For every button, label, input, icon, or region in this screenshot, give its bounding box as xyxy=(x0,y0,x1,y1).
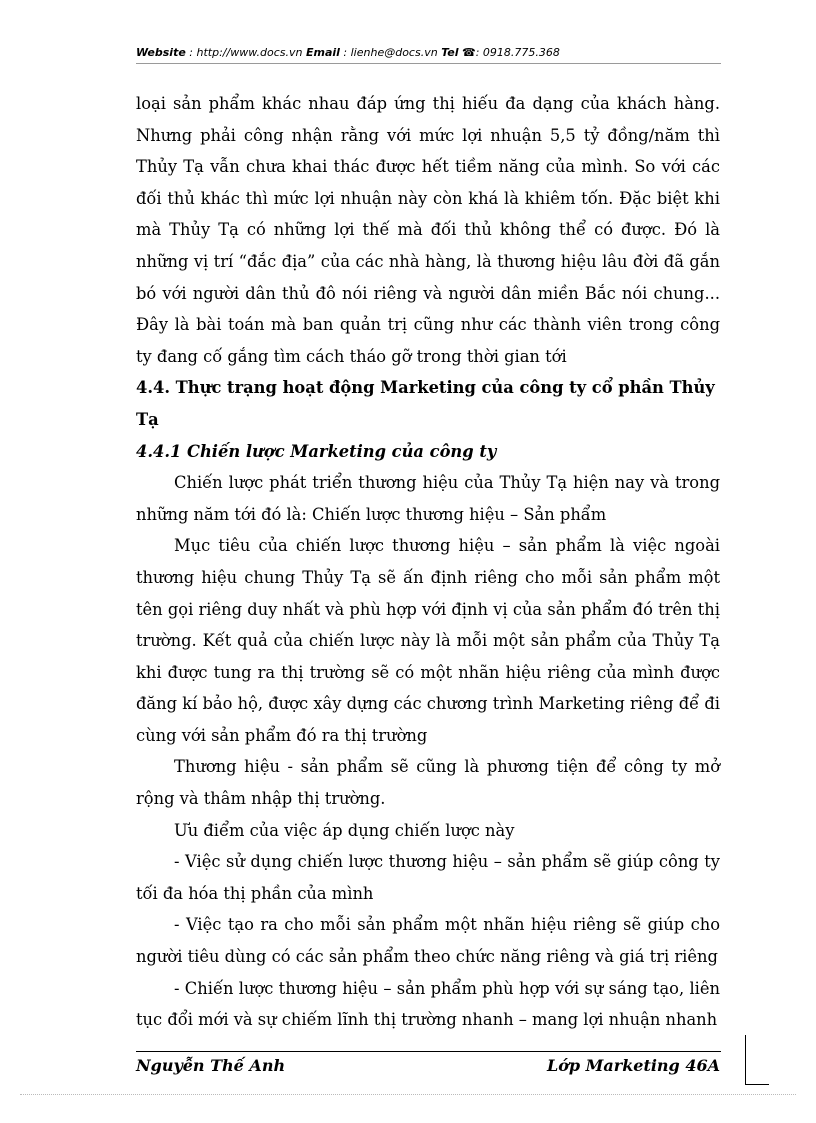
phone-icon: ☎ xyxy=(462,46,476,59)
page-header xyxy=(136,46,720,59)
paragraph-1: loại sản phẩm khác nhau đáp ứng thị hiếu đa dạng của khách hàng. Nhưng phải công nhận rằng với mức lợi nhuận 5,5 tỷ đồng/năm thì Thủy Tạ vẫn chưa khai thác được hết tiềm năng của mình. So với các đối thủ khác thì mức lợi nhuận này còn khá là khiêm tốn. Đặc biệt khi mà Thủy Tạ có những lợi thế mà đối thủ không thể có được. Đó là những vị trí “đắc địa” của các nhà hàng, là thương hiệu lâu đời đã gắn bó với người dân thủ đô nói riêng và người dân miền Bắc nói chung... Đây là bài toán mà ban quản trị cũng như các thành viên trong công ty đang cố gắng tìm cách tháo gỡ trong thời gian tới xyxy=(136,94,720,366)
page-bottom-dotted-line xyxy=(20,1094,796,1095)
website-url: http://www.docs.vn xyxy=(196,46,303,59)
paragraph-5: Ưu điểm của việc áp dụng chiến lược này xyxy=(174,820,515,840)
tel-number: : 0918.775.368 xyxy=(475,46,560,59)
footer-divider xyxy=(136,1051,721,1052)
page-corner-mark-horizontal xyxy=(745,1084,769,1085)
document-body xyxy=(136,88,720,1036)
page-corner-mark-vertical xyxy=(745,1035,746,1085)
tel-label: Tel xyxy=(441,46,459,59)
bullet-2: - Việc tạo ra cho mỗi sản phẩm một nhãn hiệu riêng sẽ giúp cho người tiêu dùng có các sản phẩm theo chức năng riêng và giá trị riêng xyxy=(136,915,720,967)
section-heading: 4.4. Thực trạng hoạt động Marketing của công ty cổ phần Thủy Tạ xyxy=(136,378,715,429)
footer-author: Nguyễn Thế Anh xyxy=(136,1056,286,1075)
website-label: Website xyxy=(136,46,186,59)
subsection-heading: 4.4.1 Chiến lược Marketing của công ty xyxy=(136,441,497,461)
footer-class: Lớp Marketing 46A xyxy=(547,1056,720,1075)
header-divider xyxy=(136,63,721,64)
email-separator: : xyxy=(339,46,351,59)
email-address: lienhe@docs.vn xyxy=(350,46,438,59)
paragraph-2: Chiến lược phát triển thương hiệu của Thủy Tạ hiện nay và trong những năm tới đó là: Chiến lược thương hiệu – Sản phẩm xyxy=(136,473,720,524)
bullet-3: - Chiến lược thương hiệu – sản phẩm phù hợp với sự sáng tạo, liên tục đổi mới và sự chiếm lĩnh thị trường nhanh – mang lợi nhuận nhanh xyxy=(136,978,720,1030)
email-label: Email xyxy=(305,46,340,59)
paragraph-4: Thương hiệu - sản phẩm sẽ cũng là phương tiện để công ty mở rộng và thâm nhập thị trường. xyxy=(136,757,720,809)
bullet-1: - Việc sử dụng chiến lược thương hiệu – sản phẩm sẽ giúp công ty tối đa hóa thị phần của mình xyxy=(136,852,720,903)
paragraph-3: Mục tiêu của chiến lược thương hiệu – sản phẩm là việc ngoài thương hiệu chung Thủy Tạ sẽ ấn định riêng cho mỗi sản phẩm một tên gọi riêng duy nhất và phù hợp với định vị của sản phẩm đó trên thị trường. Kết quả của chiến lược này là mỗi một sản phẩm của Thủy Tạ khi được tung ra thị trường sẽ có một nhãn hiệu riêng của mình được đăng kí bảo hộ, được xây dựng các chương trình Marketing riêng để đi cùng với sản phẩm đó ra thị trường xyxy=(136,536,720,745)
website-separator: : xyxy=(185,46,197,59)
